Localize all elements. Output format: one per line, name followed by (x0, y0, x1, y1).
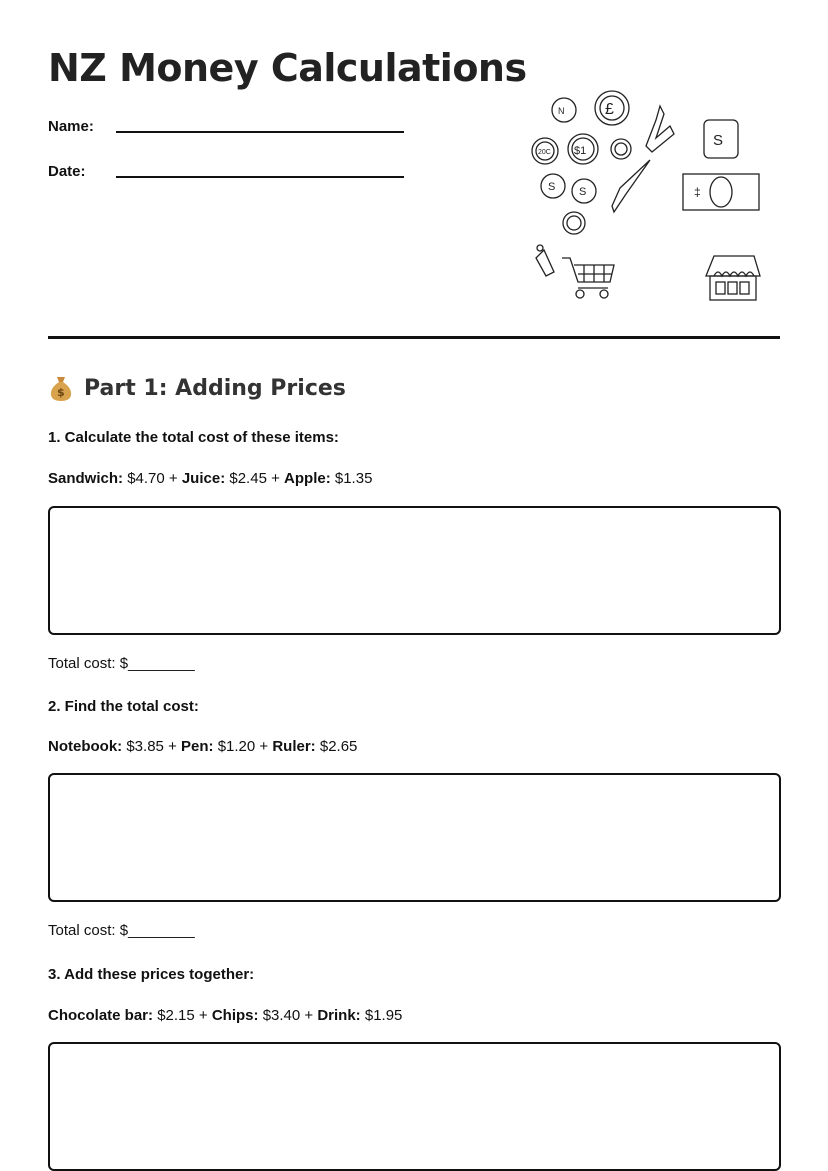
item-name: Pen: (181, 738, 214, 755)
coin-icon (563, 212, 585, 234)
name-line[interactable] (116, 131, 404, 133)
name-field[interactable] (48, 118, 94, 135)
item-name: Sandwich: (48, 470, 124, 487)
svg-text:$: $ (57, 386, 65, 399)
plus-sign: + (168, 738, 177, 755)
plus-sign: + (271, 470, 280, 487)
dollar-note-icon (683, 174, 759, 210)
date-field[interactable] (48, 163, 86, 180)
plus-sign: + (168, 470, 178, 487)
svg-text:S: S (579, 186, 587, 198)
item-price: $2.15 (157, 1007, 195, 1024)
item-price: $2.45 (229, 470, 267, 487)
question-1-working-box[interactable] (48, 506, 781, 635)
item-name: Ruler: (272, 738, 316, 755)
section-divider (48, 336, 780, 339)
question-1-total: Total cost: $________ (48, 655, 195, 672)
money-bag-icon (48, 374, 74, 402)
item-price: $1.95 (364, 1007, 403, 1024)
coin-icon (572, 179, 596, 203)
svg-text:S: S (713, 132, 724, 149)
coin-icon (611, 139, 631, 159)
item-price: $1.20 (217, 738, 256, 755)
question-2-items (48, 738, 357, 755)
question-2-prompt: 2. Find the total cost: (48, 698, 199, 715)
coin-icon (568, 134, 598, 164)
part1-heading-text: Part 1: Adding Prices (84, 375, 346, 401)
coin-icon (532, 138, 558, 164)
item-price: $4.70 (127, 470, 165, 487)
svg-text:$1: $1 (574, 145, 587, 157)
coin-icon (595, 91, 629, 125)
svg-text:N: N (558, 106, 565, 116)
pen-icon (646, 106, 674, 152)
price-tag-icon (704, 120, 738, 158)
question-1-items (48, 470, 372, 487)
item-price: $1.35 (334, 470, 373, 487)
svg-text:£: £ (605, 101, 614, 118)
item-name: Drink: (317, 1007, 361, 1024)
coin-icon (552, 98, 576, 122)
question-3-prompt: 3. Add these prices together: (48, 966, 255, 983)
item-name: Juice: (181, 470, 226, 487)
date-line[interactable] (116, 176, 404, 178)
plus-sign: + (198, 1007, 208, 1024)
item-price: $2.65 (319, 738, 358, 755)
svg-text:‡: ‡ (694, 185, 701, 199)
name-label: Name: (48, 118, 94, 135)
coin-icon (541, 174, 565, 198)
item-name: Chocolate bar: (48, 1007, 154, 1024)
question-1-prompt: 1. Calculate the total cost of these items: (48, 429, 339, 446)
pen-icon (612, 160, 650, 212)
plus-sign: + (304, 1007, 314, 1024)
question-3-items (48, 1007, 402, 1024)
plus-sign: + (259, 738, 269, 755)
shop-icon (706, 256, 760, 300)
question-2-working-box[interactable] (48, 773, 781, 902)
question-3-working-box[interactable] (48, 1042, 781, 1171)
item-price: $3.85 (126, 738, 164, 755)
money-clipart (528, 90, 764, 302)
worksheet-title: NZ Money Calculations (48, 46, 527, 90)
part1-heading (48, 374, 346, 402)
item-price: $3.40 (262, 1007, 301, 1024)
item-name: Apple: (284, 470, 331, 487)
question-2-total: Total cost: $________ (48, 922, 195, 939)
shopping-cart-icon (562, 258, 614, 298)
svg-text:20C: 20C (538, 149, 551, 156)
price-tag-icon (536, 245, 554, 276)
date-label: Date: (48, 163, 86, 180)
svg-text:S: S (548, 181, 556, 193)
item-name: Chips: (211, 1007, 259, 1024)
item-name: Notebook: (48, 738, 123, 755)
